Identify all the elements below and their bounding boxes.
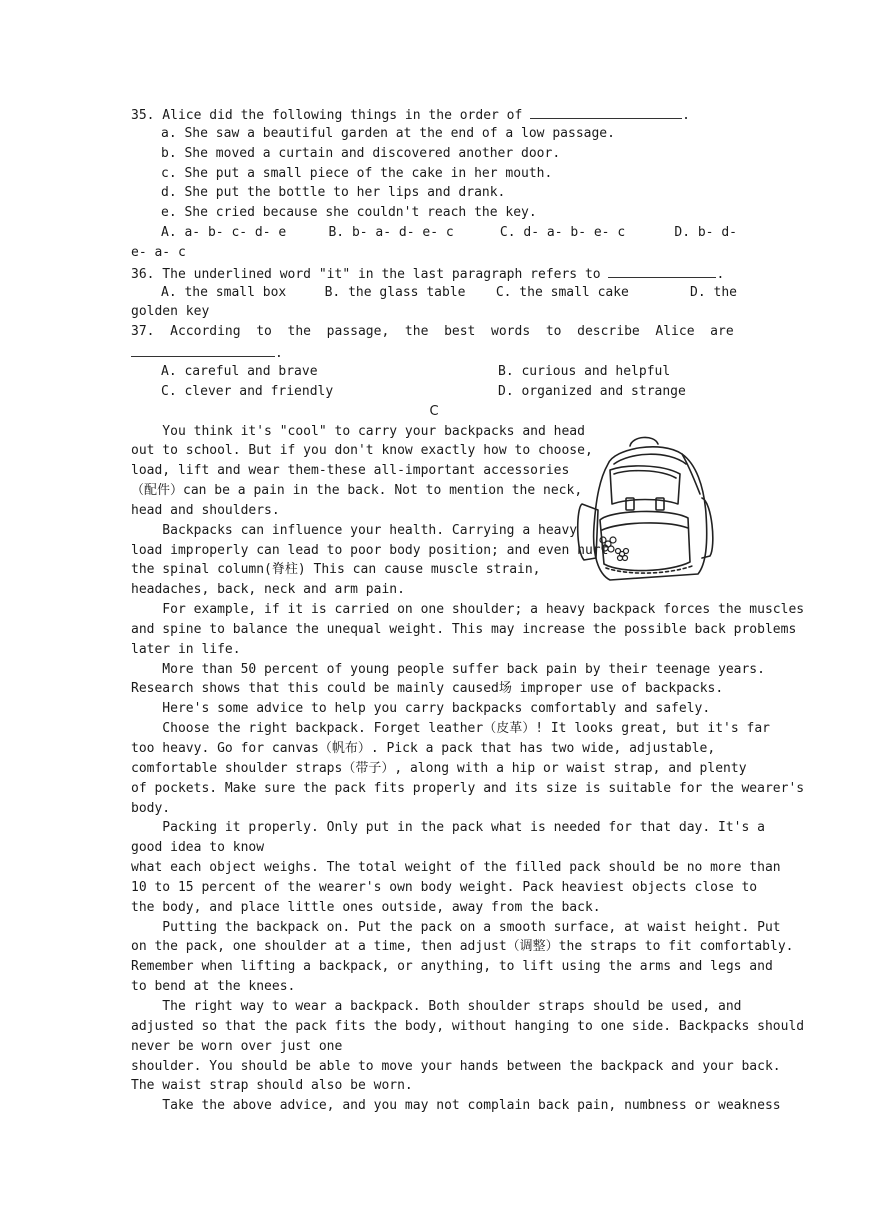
q37-option-b[interactable]: B. curious and helpful (498, 363, 671, 379)
exam-page (131, 104, 805, 1116)
q37-options-row2 (131, 382, 737, 402)
passage-line: The waist strap should also be worn. (131, 1078, 413, 1094)
passage-line: Research shows that this could be mainly caused场 improper use of backpacks. (131, 681, 724, 697)
q35-item: c. She put a small piece of the cake in her mouth. (161, 165, 553, 181)
q36-options (131, 283, 737, 303)
passage-line: 10 to 15 percent of the wearer's own body weight. Pack heaviest objects close to (131, 879, 758, 895)
passage-line: More than 50 percent of young people suffer back pain by their teenage years. (131, 661, 765, 677)
passage-line: Packing it properly. Only put in the pack what is needed for that day. It's a (131, 820, 765, 836)
section-heading: C (429, 403, 439, 419)
passage-line: adjusted so that the pack fits the body, without hanging to one side. Backpacks should (131, 1018, 805, 1034)
passage-line: Here's some advice to help you carry backpacks comfortably and safely. (131, 701, 711, 717)
q35-option-b[interactable]: B. b- a- d- e- c (328, 225, 454, 241)
q35-option-c[interactable]: C. d- a- b- e- c (499, 225, 626, 241)
answer-blank[interactable] (131, 342, 275, 357)
passage-line: too heavy. Go for canvas（帆布）. Pick a pack that has two wide, adjustable, (131, 741, 716, 756)
passage-line: shoulder. You should be able to move your hands between the backpack and your back. (131, 1058, 781, 1074)
q35-option-a[interactable]: A. a- b- c- d- e (161, 225, 287, 241)
q36-option-d[interactable]: D. the (690, 284, 737, 300)
q35-item: a. She saw a beautiful garden at the end of a low passage. (161, 125, 615, 141)
passage-line: Putting the backpack on. Put the pack on a smooth surface, at waist height. Put (131, 919, 781, 935)
passage-line: out to school. But if you don't know exactly how to choose, (131, 443, 593, 459)
passage-line: the spinal column(脊柱) This can cause muscle strain, (131, 562, 541, 578)
q37-option-c[interactable]: C. clever and friendly (161, 383, 334, 399)
passage-line: later in life. (131, 641, 241, 657)
q37-blank-line: . (131, 342, 737, 362)
q36-option-a[interactable]: A. the small box (161, 284, 287, 300)
q37-option-d[interactable]: D. organized and strange (498, 383, 686, 399)
passage-line: Choose the right backpack. Forget leather（皮革）! It looks great, but it's far (131, 721, 770, 737)
passage-line: For example, if it is carried on one shoulder; a heavy backpack forces the muscles (131, 602, 805, 618)
q37-option-a[interactable]: A. careful and brave (161, 363, 318, 379)
q35-option-wrap: e- a- c (131, 244, 186, 260)
passage-line: headaches, back, neck and arm pain. (131, 582, 405, 598)
q35-item: b. She moved a curtain and discovered another door. (161, 145, 561, 161)
passage-line: of pockets. Make sure the pack fits properly and its size is suitable for the wearer's (131, 780, 805, 796)
passage-line: Backpacks can influence your health. Carrying a heavy (131, 522, 578, 538)
passage-line: You think it's "cool" to carry your backpacks and head (131, 423, 585, 439)
q36-option-c[interactable]: C. the small cake (495, 284, 629, 300)
passage-line: on the pack, one shoulder at a time, then adjust（调整）the straps to fit comfortably. (131, 939, 794, 955)
passage-line: （配件）can be a pain in the back. Not to mention the neck, (131, 483, 583, 499)
passage-line: the body, and place little ones outside, away from the back. (131, 899, 601, 915)
backpack-icon (570, 434, 720, 586)
q36-stem: 36. The underlined word "it" in the last paragraph refers to . (131, 263, 737, 283)
q36-option-b[interactable]: B. the glass table (324, 284, 466, 300)
passage-line: body. (131, 800, 171, 816)
passage-line: Take the above advice, and you may not complain back pain, numbness or weakness (131, 1098, 781, 1114)
q37-options-row1 (131, 362, 737, 382)
q35-item: e. She cried because she couldn't reach the key. (161, 205, 537, 221)
q36-option-wrap: golden key (131, 304, 210, 320)
passage-line: what each object weighs. The total weight of the filled pack should be no more than (131, 860, 781, 876)
answer-blank[interactable] (608, 263, 716, 278)
passage-line: load, lift and wear them-these all-important accessories (131, 463, 570, 479)
passage-line: Remember when lifting a backpack, or anything, to lift using the arms and legs and (131, 959, 773, 975)
passage-line: and spine to balance the unequal weight. This may increase the possible back problems (131, 621, 797, 637)
q35-item: d. She put the bottle to her lips and drank. (161, 185, 506, 201)
passage-line: The right way to wear a backpack. Both shoulder straps should be used, and (131, 998, 742, 1014)
passage-line: to bend at the knees. (131, 979, 296, 995)
answer-blank[interactable] (530, 104, 682, 119)
passage-line: load improperly can lead to poor body position; and even hurt (131, 542, 609, 558)
q35-option-d[interactable]: D. b- d- (674, 225, 737, 241)
passage-line: good idea to know (131, 840, 265, 856)
q35-options (131, 223, 737, 243)
passage-line: never be worn over just one (131, 1038, 343, 1054)
q35-stem: 35. Alice did the following things in the order of . (131, 104, 737, 124)
passage-line: comfortable shoulder straps（带子）, along with a hip or waist strap, and plenty (131, 760, 747, 776)
q37-stem: 37. According to the passage, the best words to describe Alice are (131, 324, 734, 340)
passage-line: head and shoulders. (131, 502, 280, 518)
